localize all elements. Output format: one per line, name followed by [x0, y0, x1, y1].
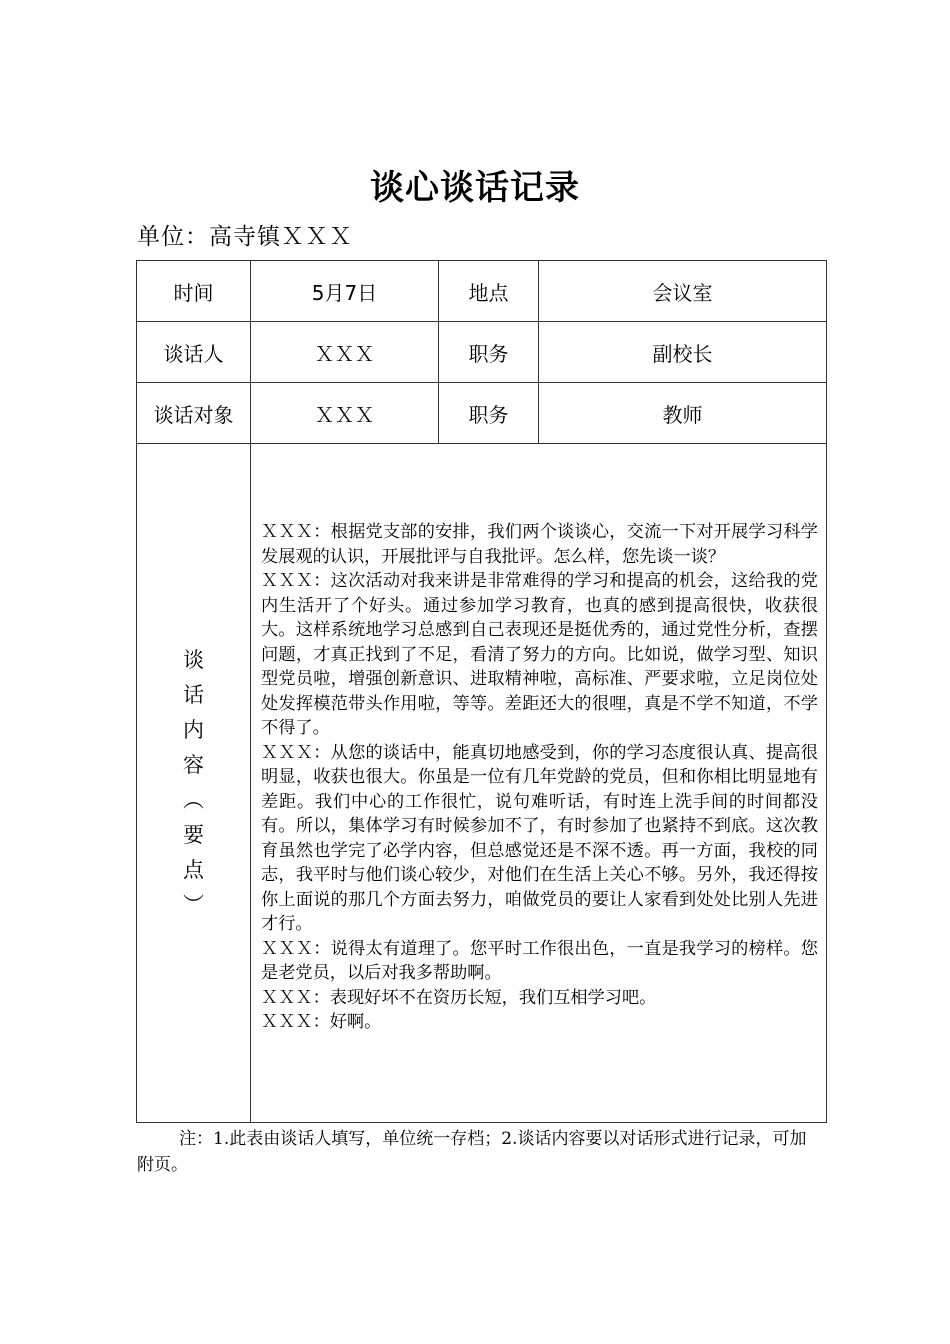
dialogue-line: ＸＸＸ：根据党支部的安排，我们两个谈谈心，交流一下对开展学习科学发展观的认识，开展批评与自我批评。怎么样，您先谈一谈？: [261, 522, 818, 567]
dialogue-line: ＸＸＸ：好啊。: [261, 1012, 382, 1032]
content-label-cell: [137, 444, 251, 1123]
dialogue: [261, 520, 818, 1035]
content-label-char: 话: [183, 683, 204, 707]
dialogue-line: ＸＸＸ：从您的谈话中，能真切地感受到，你的学习态度很认真、提高很明显，收获也很大。你虽是一位有几年党龄的党员，但和你相比明显地有差距。我们中心的工作很忙，说句难听话，有时连上洗手间的时间都没有。所以，集体学习有时候参加不了，有时参加了也紧持不到底。这次教育虽然也学完了必学内容，但总感觉还是不深不透。再一方面，我校的同志，我平时与他们谈心较少，对他们在生活上关心不够。另外，我还得按你上面说的那几个方面去努力，咱做党员的要让人家看到处处比别人先进才行。: [261, 742, 818, 934]
content-label-vertical: [183, 643, 204, 923]
dialogue-line: ＸＸＸ：说得太有道理了。您平时工作很出色，一直是我学习的榜样。您是老党员，以后对我多帮助啊。: [261, 938, 818, 983]
label-location: 地点: [439, 261, 539, 322]
label-speaker-position: 职务: [439, 322, 539, 383]
table-row-speaker: [137, 322, 827, 383]
dialogue-line: ＸＸＸ：表现好坏不在资历长短，我们互相学习吧。: [261, 987, 657, 1008]
value-speaker: ＸＸＸ: [251, 322, 439, 383]
label-time: 时间: [137, 261, 251, 322]
table-row-content: [137, 444, 827, 1123]
value-target: ＸＸＸ: [251, 383, 439, 444]
label-speaker: 谈话人: [137, 322, 251, 383]
unit-line: 单位：高寺镇ＸＸＸ: [137, 224, 353, 250]
content-label-char: 谈: [183, 648, 204, 672]
content-cell: [251, 444, 827, 1123]
content-label-char: 点: [183, 858, 204, 882]
content-label-char: 容: [183, 753, 204, 777]
content-label-char: ︶: [183, 893, 204, 917]
page-title: 谈心谈话记录: [370, 168, 580, 208]
record-table: [136, 260, 827, 1123]
value-location: 会议室: [539, 261, 827, 322]
label-target-position: 职务: [439, 383, 539, 444]
footnote: 注：1.此表由谈话人填写，单位统一存档；2.谈话内容要以对话形式进行记录，可加附页。: [137, 1129, 807, 1175]
table-row-target: [137, 383, 827, 444]
value-speaker-position: 副校长: [539, 322, 827, 383]
content-label-char: 内: [183, 718, 204, 742]
dialogue-line: ＸＸＸ：这次活动对我来讲是非常难得的学习和提高的机会，这给我的党内生活开了个好头。通过参加学习教育，也真的感到提高很快，收获很大。这样系统地学习总感到自己表现还是挺优秀的，通过党性分析，查摆问题，才真正找到了不足，看清了努力的方向。比如说，做学习型、知识型党员啦，增强创新意识、进取精神啦，高标准、严要求啦，立足岗位处处发挥模范带头作用啦，等等。差距还大的很哩，真是不学不知道，不学不得了。: [261, 571, 818, 738]
label-target: 谈话对象: [137, 383, 251, 444]
content-label-char: ︵: [183, 788, 204, 812]
content-label-char: 要: [183, 823, 204, 847]
value-time: 5月7日: [251, 261, 439, 322]
table-row-time: [137, 261, 827, 322]
value-target-position: 教师: [539, 383, 827, 444]
